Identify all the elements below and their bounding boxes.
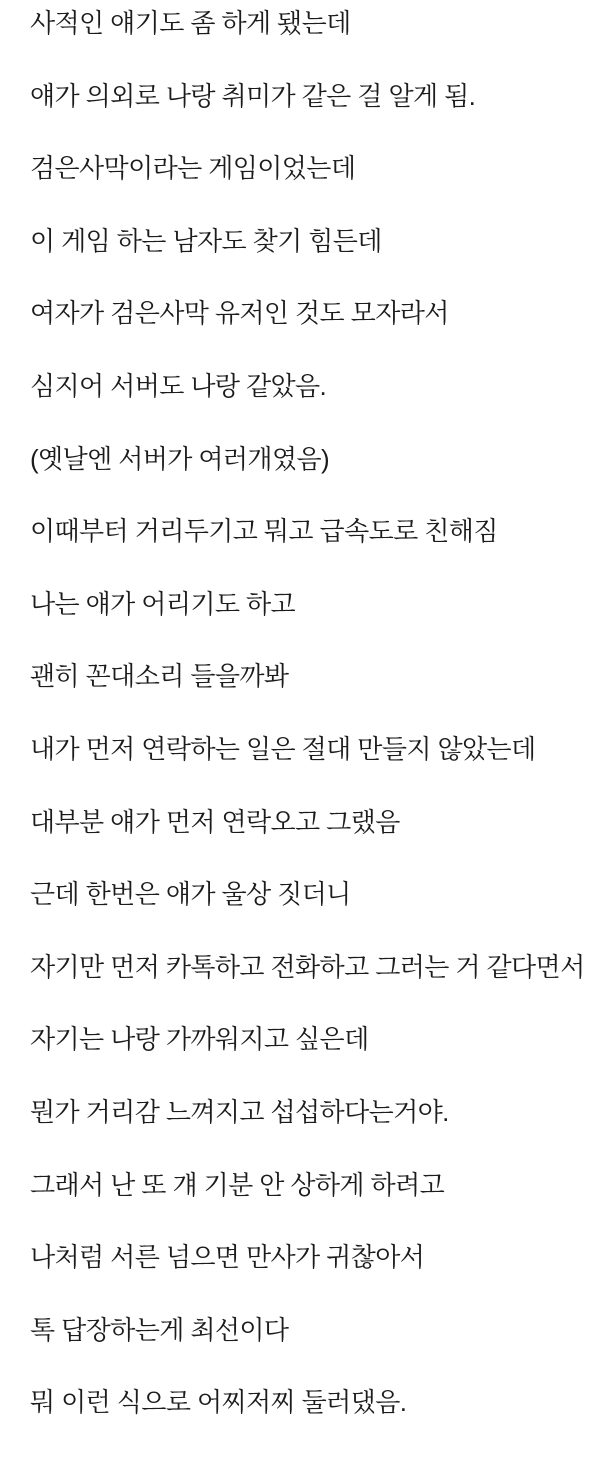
text-line: 나는 얘가 어리기도 하고: [30, 588, 296, 619]
text-line: 심지어 서버도 나랑 같았음.: [30, 370, 327, 401]
text-line: 얘가 의외로 나랑 취미가 같은 걸 알게 됨.: [30, 80, 476, 111]
text-line: 사적인 얘기도 좀 하게 됐는데: [30, 8, 351, 38]
text-line: 이 게임 하는 남자도 찾기 힘든데: [30, 225, 382, 256]
text-line: (옛날엔 서버가 여러개였음): [30, 443, 330, 474]
text-line: 근데 한번은 얘가 울상 짓더니: [30, 879, 351, 910]
text-line: 뭔가 거리감 느껴지고 섭섭하다는거야.: [30, 1096, 449, 1127]
text-line: 자기는 나랑 가까워지고 싶은데: [30, 1024, 369, 1055]
text-line: 검은사막이라는 게임이었는데: [30, 153, 356, 184]
text-line: 괜히 꼰대소리 들을까봐: [30, 661, 289, 692]
text-line: 뭐 이런 식으로 어찌저찌 둘러댔음.: [30, 1387, 407, 1418]
text-line: 여자가 검은사막 유저인 것도 모자라서: [30, 298, 449, 329]
text-line: 그래서 난 또 걔 기분 안 상하게 하려고: [30, 1169, 445, 1200]
text-line: 이때부터 거리두기고 뭐고 급속도로 친해짐: [30, 516, 498, 547]
text-line: 대부분 얘가 먼저 연락오고 그랬음: [30, 806, 400, 837]
text-line: 내가 먼저 연락하는 일은 절대 만들지 않았는데: [30, 733, 536, 764]
text-line: 자기만 먼저 카톡하고 전화하고 그러는 거 같다면서: [30, 951, 585, 982]
text-line: 톡 답장하는게 최선이다: [30, 1314, 289, 1345]
text-line: 나처럼 서른 넘으면 만사가 귀찮아서: [30, 1242, 425, 1273]
